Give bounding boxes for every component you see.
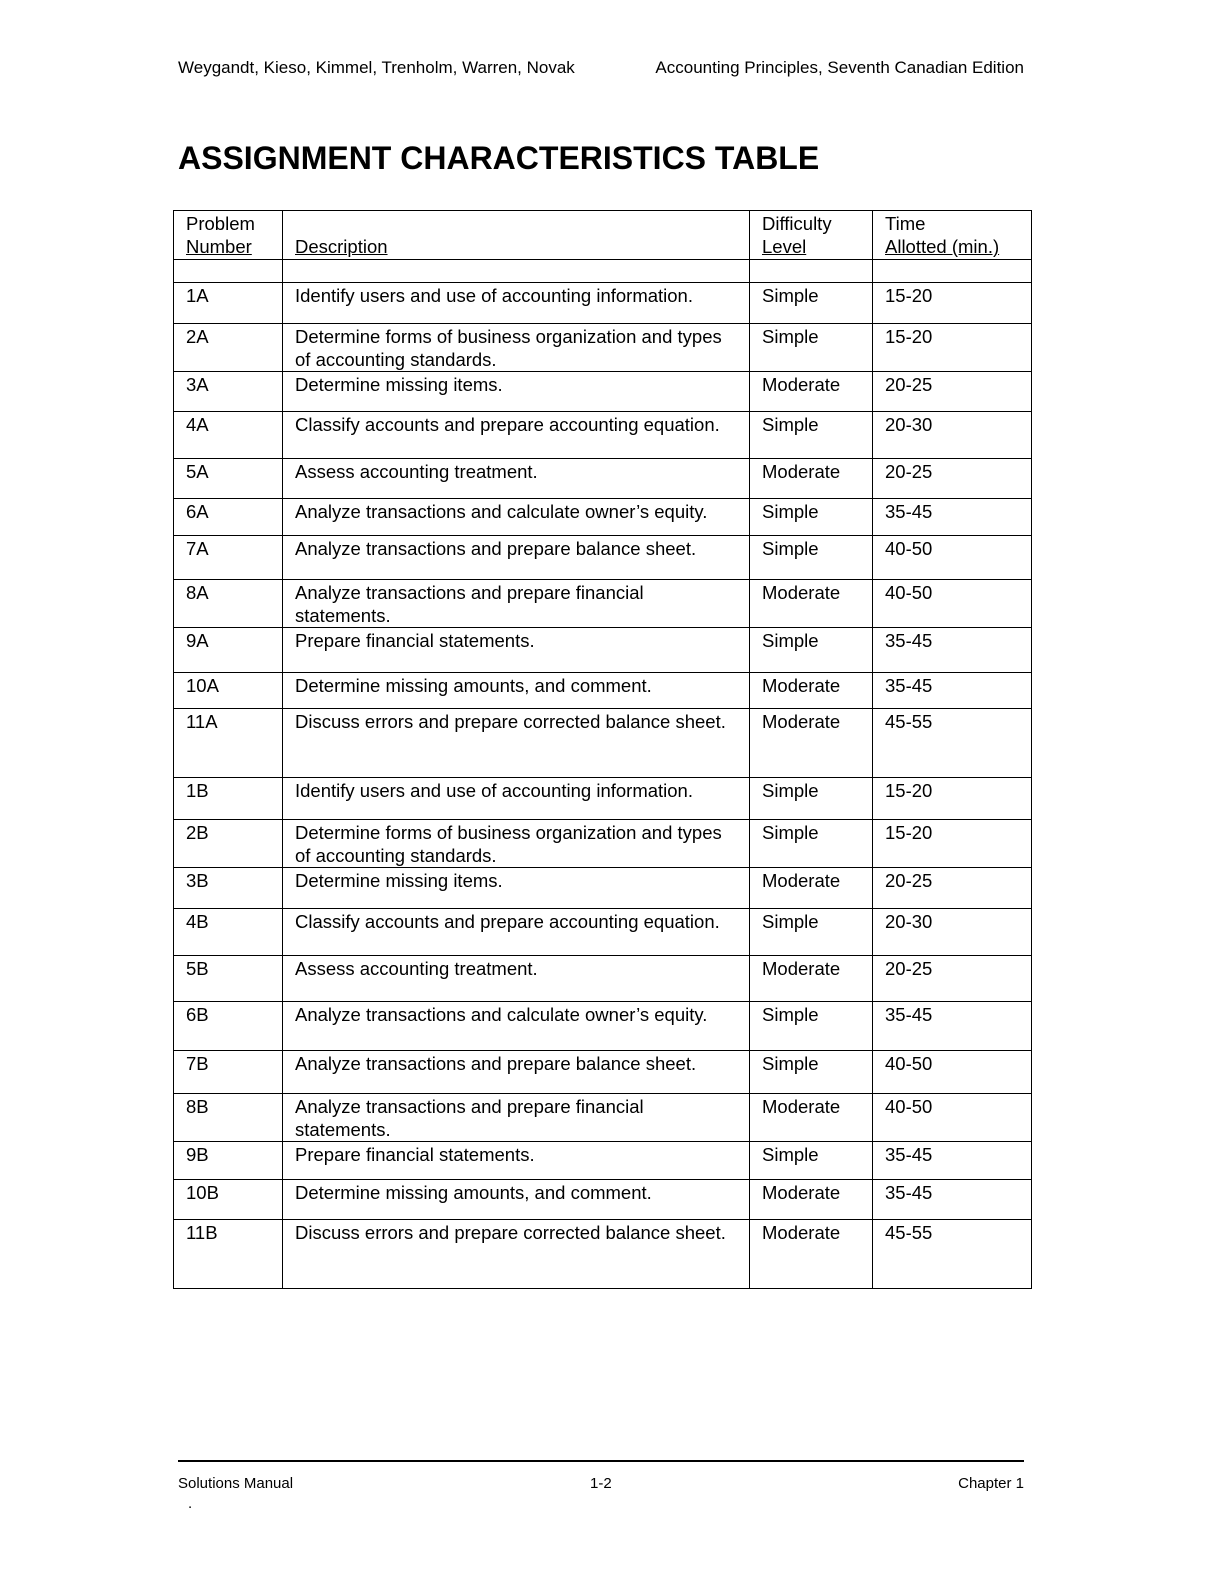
problem-number-cell: 2A [174, 324, 283, 372]
time-allotted-cell: 40-50 [873, 1051, 1032, 1094]
table-row [174, 868, 1032, 909]
difficulty-cell: Simple [750, 820, 873, 868]
description-cell: Analyze transactions and calculate owner’s equity. [283, 1002, 750, 1051]
table-row [174, 1220, 1032, 1289]
time-allotted-cell: 15-20 [873, 778, 1032, 820]
problem-number-cell: 4A [174, 412, 283, 459]
time-allotted-cell: 20-30 [873, 909, 1032, 956]
problem-number-cell: 9A [174, 628, 283, 673]
description-cell: Determine missing amounts, and comment. [283, 673, 750, 709]
table-row [174, 412, 1032, 459]
description-cell: Analyze transactions and prepare financial statements. [283, 1094, 750, 1142]
table-row [174, 909, 1032, 956]
table-row [174, 536, 1032, 580]
time-allotted-cell: 20-25 [873, 459, 1032, 499]
table-row [174, 499, 1032, 536]
table-row [174, 673, 1032, 709]
difficulty-cell: Simple [750, 1142, 873, 1180]
time-allotted-cell: 45-55 [873, 1220, 1032, 1289]
problem-number-cell: 9B [174, 1142, 283, 1180]
difficulty-cell: Moderate [750, 1094, 873, 1142]
difficulty-cell: Moderate [750, 1180, 873, 1220]
problem-number-cell: 3A [174, 372, 283, 412]
table-row [174, 580, 1032, 628]
description-cell: Assess accounting treatment. [283, 956, 750, 1002]
difficulty-cell: Moderate [750, 673, 873, 709]
table-row [174, 778, 1032, 820]
header-time-allotted: Time Allotted (min.) [873, 211, 1032, 260]
header-difficulty-level: Difficulty Level [750, 211, 873, 260]
difficulty-cell: Simple [750, 536, 873, 580]
difficulty-cell: Moderate [750, 459, 873, 499]
difficulty-cell: Simple [750, 499, 873, 536]
description-cell: Analyze transactions and prepare financial statements. [283, 580, 750, 628]
problem-number-cell: 10B [174, 1180, 283, 1220]
table-row [174, 372, 1032, 412]
description-cell: Identify users and use of accounting information. [283, 778, 750, 820]
time-allotted-cell: 20-30 [873, 412, 1032, 459]
page-number: 1-2 [590, 1475, 612, 1492]
table-row [174, 1142, 1032, 1180]
description-cell: Identify users and use of accounting information. [283, 283, 750, 324]
table-row [174, 324, 1032, 372]
table-spacer-row [174, 260, 1032, 283]
difficulty-cell: Moderate [750, 1220, 873, 1289]
difficulty-cell: Moderate [750, 709, 873, 778]
difficulty-cell: Moderate [750, 956, 873, 1002]
description-cell: Discuss errors and prepare corrected balance sheet. [283, 1220, 750, 1289]
description-cell: Discuss errors and prepare corrected balance sheet. [283, 709, 750, 778]
problem-number-cell: 3B [174, 868, 283, 909]
description-cell: Analyze transactions and prepare balance sheet. [283, 1051, 750, 1094]
footer-left: Solutions Manual [178, 1475, 294, 1492]
time-allotted-cell: 40-50 [873, 536, 1032, 580]
description-cell: Determine forms of business organization and types of accounting standards. [283, 820, 750, 868]
time-allotted-cell: 20-25 [873, 956, 1032, 1002]
difficulty-cell: Simple [750, 412, 873, 459]
problem-number-cell: 11A [174, 709, 283, 778]
time-allotted-cell: 40-50 [873, 580, 1032, 628]
difficulty-cell: Moderate [750, 372, 873, 412]
description-cell: Prepare financial statements. [283, 1142, 750, 1180]
problem-number-cell: 1B [174, 778, 283, 820]
description-cell: Determine missing items. [283, 868, 750, 909]
description-cell: Determine forms of business organization and types of accounting standards. [283, 324, 750, 372]
time-allotted-cell: 35-45 [873, 499, 1032, 536]
time-allotted-cell: 15-20 [873, 820, 1032, 868]
table-row [174, 283, 1032, 324]
time-allotted-cell: 15-20 [873, 283, 1032, 324]
page-title: ASSIGNMENT CHARACTERISTICS TABLE [178, 140, 820, 176]
table-row [174, 459, 1032, 499]
problem-number-cell: 2B [174, 820, 283, 868]
header-description: Description [283, 211, 750, 260]
table-row [174, 1002, 1032, 1051]
problem-number-cell: 7B [174, 1051, 283, 1094]
difficulty-cell: Simple [750, 324, 873, 372]
difficulty-cell: Simple [750, 778, 873, 820]
time-allotted-cell: 15-20 [873, 324, 1032, 372]
footer-chapter: Chapter 1 [958, 1475, 1024, 1492]
problem-number-cell: 5A [174, 459, 283, 499]
header-book-title: Accounting Principles, Seventh Canadian Edition [655, 58, 1024, 77]
problem-number-cell: 8A [174, 580, 283, 628]
difficulty-cell: Simple [750, 1051, 873, 1094]
time-allotted-cell: 35-45 [873, 1180, 1032, 1220]
difficulty-cell: Simple [750, 1002, 873, 1051]
problem-number-cell: 11B [174, 1220, 283, 1289]
header-authors: Weygandt, Kieso, Kimmel, Trenholm, Warren, Novak [178, 58, 575, 77]
table-body [174, 260, 1032, 1289]
time-allotted-cell: 35-45 [873, 1002, 1032, 1051]
table-row [174, 628, 1032, 673]
description-cell: Classify accounts and prepare accounting equation. [283, 412, 750, 459]
header-problem-number: Problem Number [174, 211, 283, 260]
description-cell: Analyze transactions and prepare balance sheet. [283, 536, 750, 580]
description-cell: Determine missing items. [283, 372, 750, 412]
difficulty-cell: Moderate [750, 580, 873, 628]
problem-number-cell: 4B [174, 909, 283, 956]
footer-rule [178, 1460, 1024, 1462]
description-cell: Analyze transactions and calculate owner’s equity. [283, 499, 750, 536]
time-allotted-cell: 35-45 [873, 1142, 1032, 1180]
difficulty-cell: Moderate [750, 868, 873, 909]
table-row [174, 1051, 1032, 1094]
table-row [174, 956, 1032, 1002]
difficulty-cell: Simple [750, 283, 873, 324]
difficulty-cell: Simple [750, 909, 873, 956]
time-allotted-cell: 45-55 [873, 709, 1032, 778]
description-cell: Assess accounting treatment. [283, 459, 750, 499]
time-allotted-cell: 20-25 [873, 868, 1032, 909]
table-row [174, 1180, 1032, 1220]
time-allotted-cell: 35-45 [873, 628, 1032, 673]
problem-number-cell: 1A [174, 283, 283, 324]
problem-number-cell: 10A [174, 673, 283, 709]
problem-number-cell: 6A [174, 499, 283, 536]
problem-number-cell: 8B [174, 1094, 283, 1142]
time-allotted-cell: 40-50 [873, 1094, 1032, 1142]
table-row [174, 709, 1032, 778]
difficulty-cell: Simple [750, 628, 873, 673]
table-row [174, 820, 1032, 868]
time-allotted-cell: 20-25 [873, 372, 1032, 412]
table-row [174, 1094, 1032, 1142]
description-cell: Prepare financial statements. [283, 628, 750, 673]
description-cell: Classify accounts and prepare accounting equation. [283, 909, 750, 956]
assignment-characteristics-table [173, 210, 1032, 1289]
footer-mark: . [188, 1495, 193, 1512]
table-header-row [174, 211, 1032, 260]
problem-number-cell: 7A [174, 536, 283, 580]
problem-number-cell: 5B [174, 956, 283, 1002]
time-allotted-cell: 35-45 [873, 673, 1032, 709]
problem-number-cell: 6B [174, 1002, 283, 1051]
description-cell: Determine missing amounts, and comment. [283, 1180, 750, 1220]
